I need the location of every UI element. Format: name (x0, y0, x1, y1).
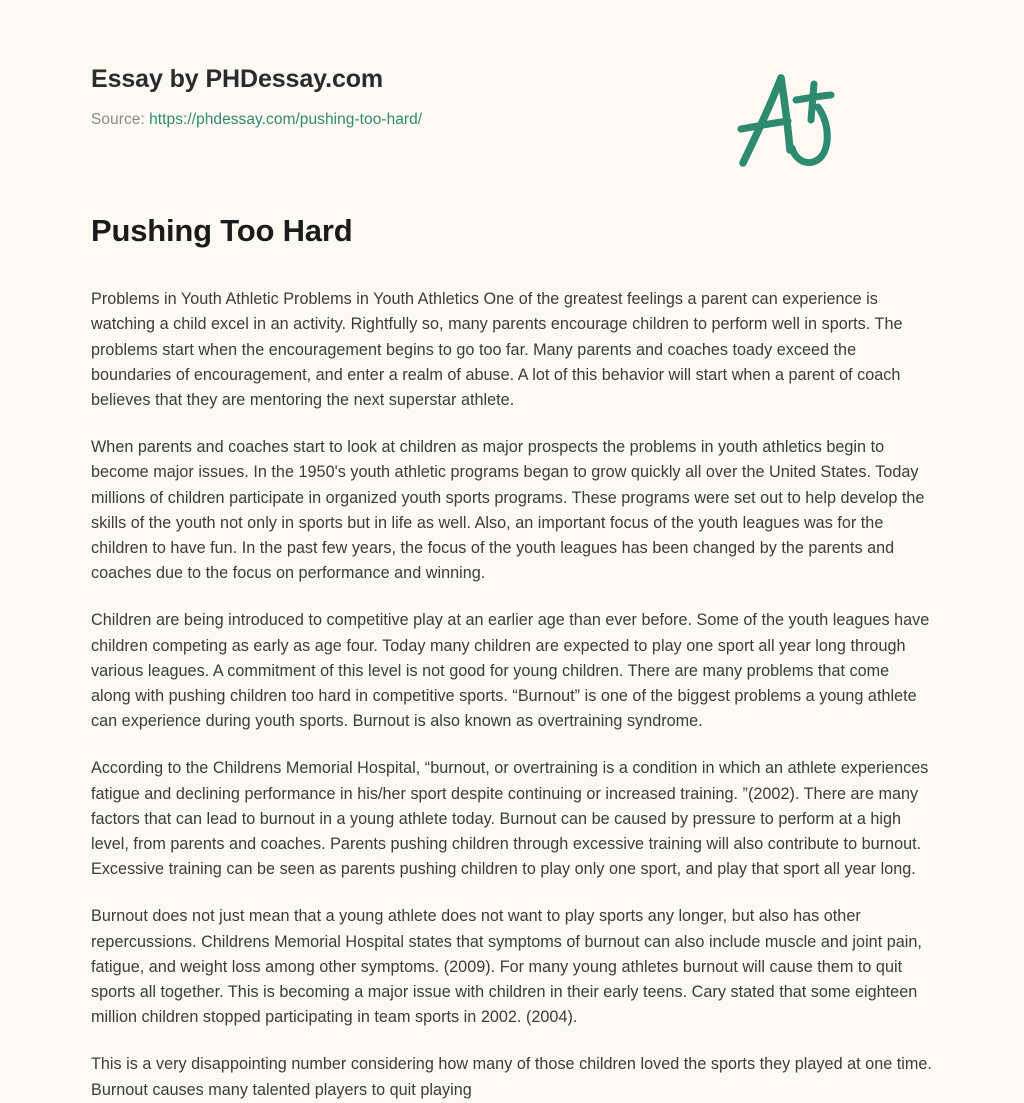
paragraph: When parents and coaches start to look at children as major prospects the problems in youth athletics begin to become major issues. In the 1950's youth athletic programs began to grow quickly all over the United States. Today millions of children participate in organized youth sports programs. These programs were set out to help develop the skills of the youth not only in sports but in life as well. Also, an important focus of the youth leagues was for the children to have fun. In the past few years, the focus of the youth leagues has been changed by the parents and coaches due to the focus on performance and winning. (91, 438, 925, 583)
source-url-link[interactable]: https://phdessay.com/pushing-too-hard/ (149, 110, 423, 128)
brand-title: Essay by PHDessay.com (91, 65, 384, 93)
article-body (91, 249, 933, 1103)
source-line (91, 111, 933, 130)
source-label: Source: (91, 110, 145, 128)
page-title: Pushing Too Hard (91, 213, 353, 248)
paragraph: Burnout does not just mean that a young athlete does not want to play sports any longer, but also has other repercussions. Childrens Memorial Hospital states that symptoms of burnout can also include muscle and joint pain, fatigue, and weight loss among other symptoms. (2009). For many young athletes burnout will cause them to quit sports all together. This is becoming a major issue with children in their early teens. Cary stated that some eighteen million children stopped participating in team sports in 2002. (2004). (91, 907, 922, 1027)
paragraph: According to the Childrens Memorial Hospital, “burnout, or overtraining is a condition in which an athlete experiences fatigue and declining performance in his/her sport despite continuing or increased training. ”(2002). There are many factors that can lead to burnout in a young athlete today. Burnout can be caused by pressure to perform at a high level, from parents and coaches. Parents pushing children through excessive training will also contribute to burnout. Excessive training can be seen as parents pushing children to play only one sport, and play that sport all year long. (91, 759, 929, 879)
page-header (91, 0, 933, 128)
paragraph: This is a very disappointing number considering how many of those children loved the sports they played at one time. Burnout causes many talented players to quit playing (91, 1055, 932, 1099)
paragraph: Children are being introduced to competitive play at an earlier age than ever before. Some of the youth leagues have children competing as early as age four. Today many children are expected to play one sport all year long through various leagues. A commitment of this level is not good for young children. There are many problems that come along with pushing children too hard in competitive sports. “Burnout” is one of the biggest problems a young athlete can experience during youth sports. Burnout is also known as overtraining syndrome. (91, 611, 930, 731)
paragraph: Problems in Youth Athletic Problems in Youth Athletics One of the greatest feelings a parent can experience is watching a child excel in an activity. Rightfully so, many parents encourage children to perform well in sports. The problems start when the encouragement begins to go too far. Many parents and coaches toady exceed the boundaries of encouragement, and enter a realm of abuse. A lot of this behavior will start when a parent of coach believes that they are mentoring the next superstar athlete. (91, 290, 903, 409)
